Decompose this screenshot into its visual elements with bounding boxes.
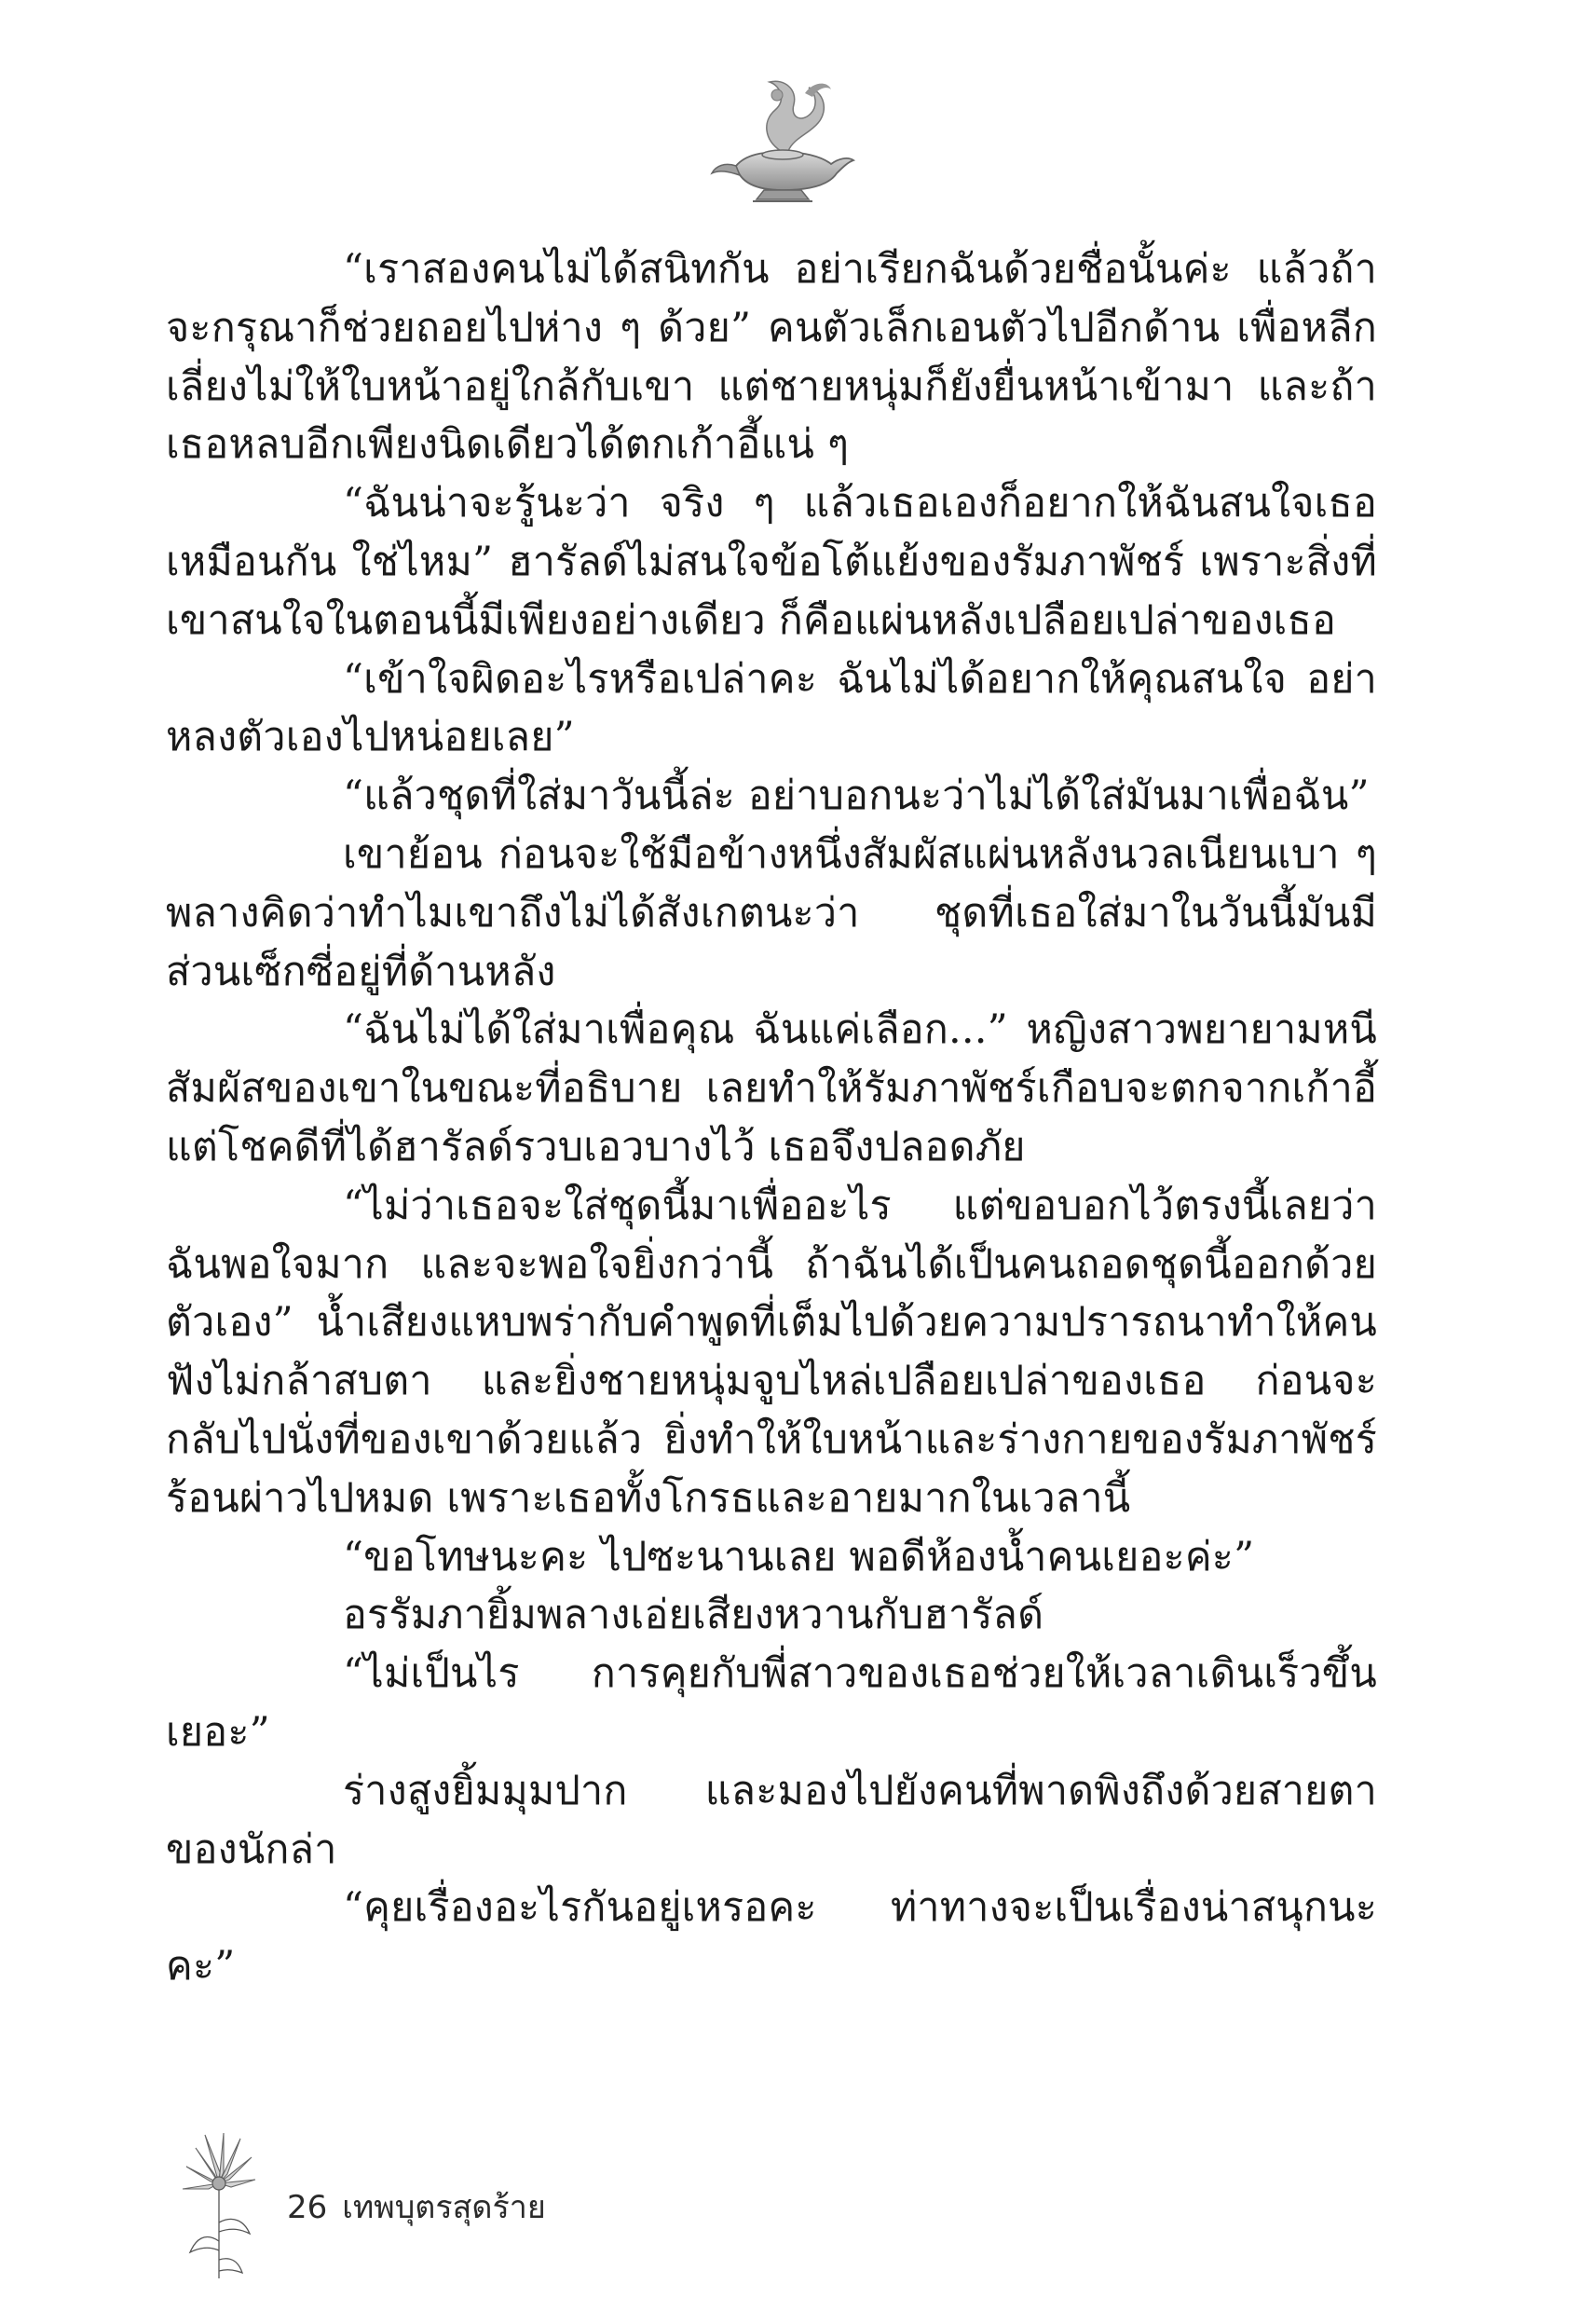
paragraph: “ไม่เป็นไร การคุยกับพี่สาวของเธอช่วยให้เวลาเดินเร็วขึ้นเยอะ” bbox=[166, 1650, 1377, 1756]
paragraph: “แล้วชุดที่ใส่มาวันนี้ล่ะ อย่าบอกนะว่าไม่ได้ใส่มันมาเพื่อฉัน” bbox=[343, 773, 1370, 820]
paragraph: “ฉันไม่ได้ใส่มาเพื่อคุณ ฉันแค่เลือก...” หญิงสาวพยายามหนีสัมผัสของเขาในขณะที่อธิบาย เลยทำให้รัมภาพัชร์เกือบจะตกจากเก้าอี้ แต่โชคดีที่ได้ฮารัลด์รวบเอวบางไว้ เธอจึงปลอดภัย bbox=[166, 1006, 1377, 1170]
paragraph: “ไม่ว่าเธอจะใส่ชุดนี้มาเพื่ออะไร แต่ขอบอกไว้ตรงนี้เลยว่าฉันพอใจมาก และจะพอใจยิ่งกว่านี้ ถ้าฉันได้เป็นคนถอดชุดนี้ออกด้วยตัวเอง” น้ำเสียงแหบพร่ากับคำพูดที่เต็มไปด้วยความปรารถนาทำให้คนฟังไม่กล้าสบตา และยิ่งชายหนุ่มจูบไหล่เปลือยเปล่าของเธอ ก่อนจะกลับไปนั่งที่ของเขาด้วยแล้ว ยิ่งทำให้ใบหน้าและร่างกายของรัมภาพัชร์ร้อนผ่าวไปหมด เพราะเธอทั้งโกรธและอายมากในเวลานี้ bbox=[166, 1182, 1377, 1522]
paragraph: “ขอโทษนะคะ ไปซะนานเลย พอดีห้องน้ำคนเยอะค่ะ” bbox=[343, 1533, 1255, 1580]
page-number: 26 bbox=[287, 2189, 328, 2226]
footer-label bbox=[287, 2181, 561, 2232]
paragraph: อรรัมภายิ้มพลางเอ่ยเสียงหวานกับฮารัลด์ bbox=[343, 1592, 1044, 1639]
paragraph: “คุยเรื่องอะไรกันอยู่เหรอคะ ท่าทางจะเป็นเรื่องน่าสนุกนะคะ” bbox=[166, 1884, 1377, 1990]
paragraph: “เราสองคนไม่ได้สนิทกัน อย่าเรียกฉันด้วยชื่อนั้นค่ะ แล้วถ้าจะกรุณาก็ช่วยถอยไปห่าง ๆ ด้วย” คนตัวเล็กเอนตัวไปอีกด้าน เพื่อหลีกเลี่ยงไม่ให้ใบหน้าอยู่ใกล้กับเขา แต่ชายหนุ่มก็ยังยื่นหน้าเข้ามา และถ้าเธอหลบอีกเพียงนิดเดียวได้ตกเก้าอี้แน่ ๆ bbox=[166, 246, 1377, 469]
paragraph: “ฉันน่าจะรู้นะว่า จริง ๆ แล้วเธอเองก็อยากให้ฉันสนใจเธอเหมือนกัน ใช่ไหม” ฮารัลด์ไม่สนใจข้อโต้แย้งของรัมภาพัชร์ เพราะสิ่งที่เขาสนใจในตอนนี้มีเพียงอย่างเดียว ก็คือแผ่นหลังเปลือยเปล่าของเธอ bbox=[166, 480, 1377, 644]
book-title: เทพบุตรสุดร้าย bbox=[342, 2189, 546, 2226]
page-footer bbox=[177, 2129, 1016, 2288]
paragraph: ร่างสูงยิ้มมุมปาก และมองไปยังคนที่พาดพิงถึงด้วยสายตาของนักล่า bbox=[166, 1767, 1377, 1873]
paragraph: เขาย้อน ก่อนจะใช้มือข้างหนึ่งสัมผัสแผ่นหลังนวลเนียนเบา ๆ พลางคิดว่าทำไมเขาถึงไม่ได้สังเกตนะว่า ชุดที่เธอใส่มาในวันนี้มันมีส่วนเซ็กซี่อยู่ที่ด้านหลัง bbox=[166, 830, 1377, 995]
body-text bbox=[166, 240, 1377, 1996]
paragraph: “เข้าใจผิดอะไรหรือเปล่าคะ ฉันไม่ได้อยากให้คุณสนใจ อย่าหลงตัวเองไปหน่อยเลย” bbox=[166, 655, 1377, 761]
genie-lamp-ornament-icon bbox=[708, 65, 857, 205]
lily-flower-icon bbox=[177, 2129, 261, 2283]
